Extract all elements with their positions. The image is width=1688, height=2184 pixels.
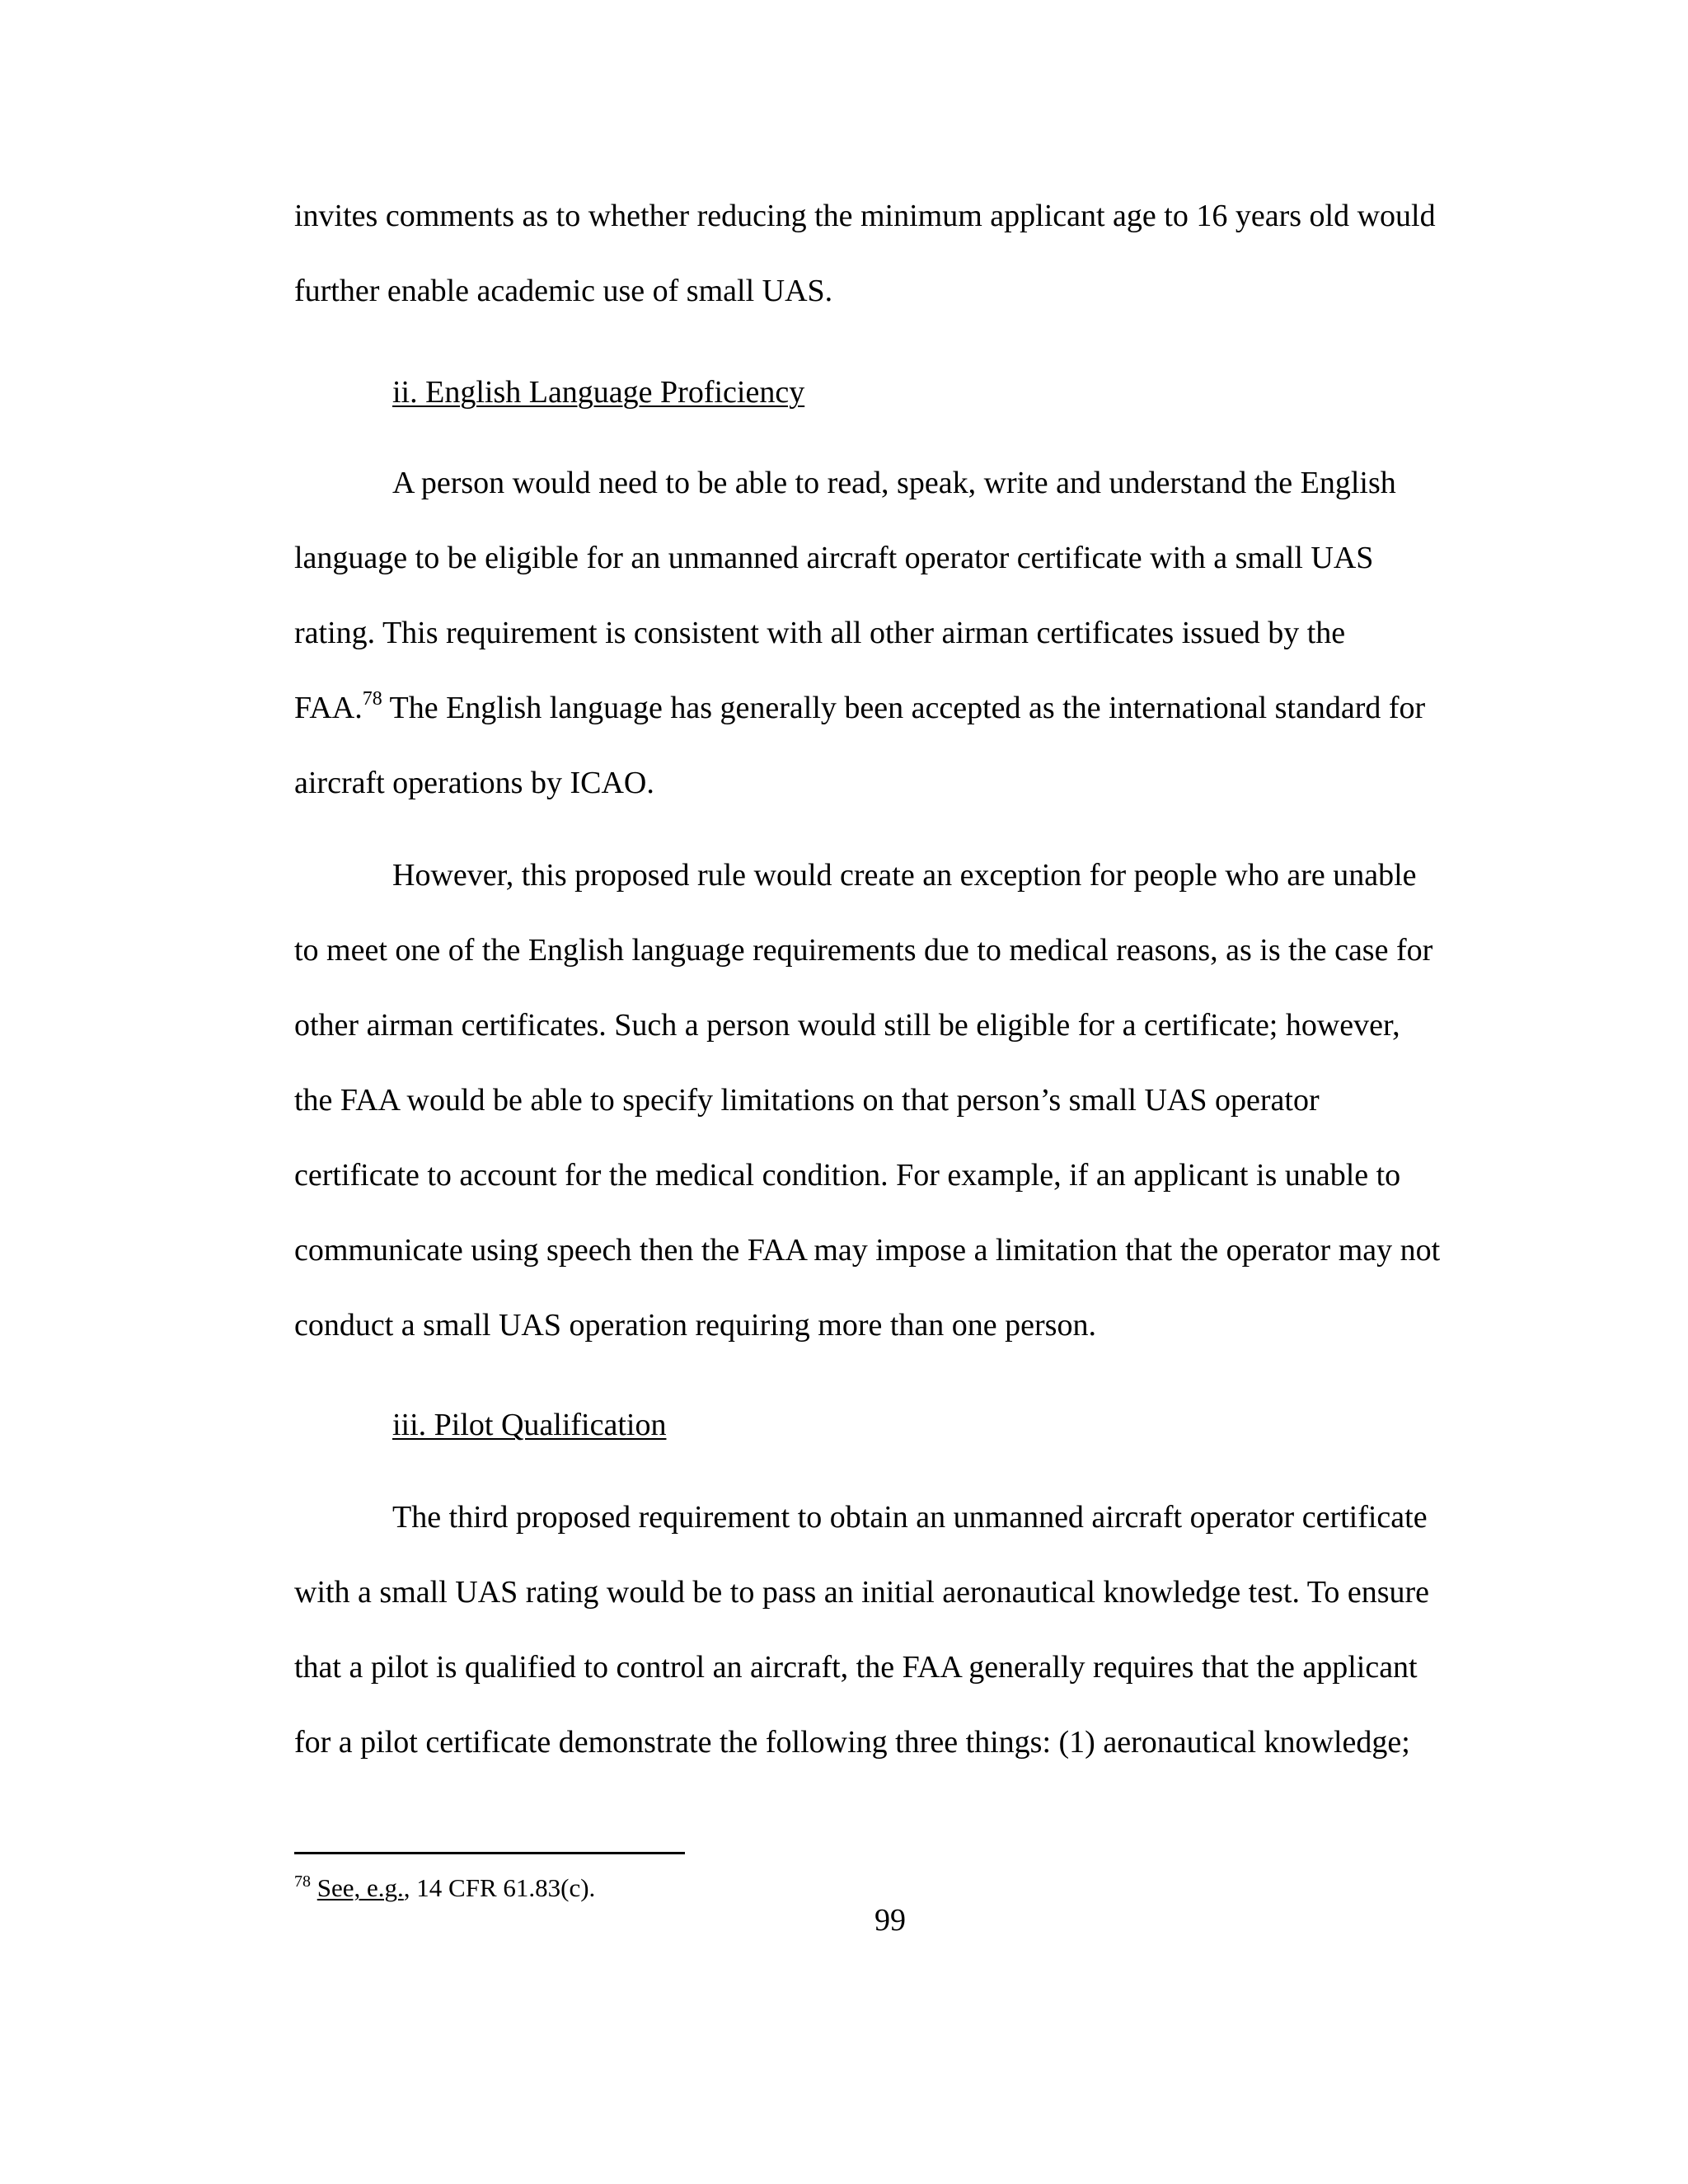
paragraph-line: conduct a small UAS operation requiring more than one person. xyxy=(294,1308,1096,1343)
section-heading-pilot-qualification: iii. Pilot Qualification xyxy=(392,1408,667,1442)
paragraph-line: invites comments as to whether reducing the minimum applicant age to 16 years old would xyxy=(294,199,1436,233)
paragraph-line: communicate using speech then the FAA may impose a limitation that the operator may not xyxy=(294,1233,1441,1268)
paragraph-line: language to be eligible for an unmanned aircraft operator certificate with a small UAS xyxy=(294,541,1374,575)
footnote-separator xyxy=(294,1852,685,1854)
paragraph-text: The English language has generally been accepted as the international standard for xyxy=(382,691,1426,725)
paragraph-line: for a pilot certificate demonstrate the following three things: (1) aeronautical knowledge; xyxy=(294,1725,1410,1760)
paragraph-line: certificate to account for the medical condition. For example, if an applicant is unable to xyxy=(294,1158,1401,1193)
paragraph-line: A person would need to be able to read, speak, write and understand the English xyxy=(392,466,1396,500)
paragraph-line: the FAA would be able to specify limitations on that person’s small UAS operator xyxy=(294,1083,1320,1118)
paragraph-line: The third proposed requirement to obtain an unmanned aircraft operator certificate xyxy=(392,1500,1428,1535)
paragraph-line: that a pilot is qualified to control an aircraft, the FAA generally requires that the applicant xyxy=(294,1650,1418,1685)
section-heading-english-language-proficiency: ii. English Language Proficiency xyxy=(392,375,805,410)
paragraph-text: FAA. xyxy=(294,691,363,725)
paragraph-line: further enable academic use of small UAS. xyxy=(294,274,833,308)
paragraph-line: However, this proposed rule would create an exception for people who are unable xyxy=(392,858,1417,893)
page-number: 99 xyxy=(874,1903,906,1938)
paragraph-line: aircraft operations by ICAO. xyxy=(294,766,654,800)
paragraph-line: with a small UAS rating would be to pass an initial aeronautical knowledge test. To ensure xyxy=(294,1575,1429,1610)
paragraph-line: to meet one of the English language requirements due to medical reasons, as is the case for xyxy=(294,933,1433,968)
paragraph-line: rating. This requirement is consistent with all other airman certificates issued by the xyxy=(294,616,1346,650)
paragraph-line xyxy=(294,688,1426,725)
footnote-text: , 14 CFR 61.83(c). xyxy=(403,1873,596,1902)
footnote-reference: 78 xyxy=(362,688,382,710)
footnote-see-eg: See, e.g. xyxy=(316,1873,404,1902)
footnote-number: 78 xyxy=(294,1872,311,1891)
paragraph-line: other airman certificates. Such a person would still be eligible for a certificate; however, xyxy=(294,1008,1400,1043)
footnote xyxy=(294,1872,596,1902)
